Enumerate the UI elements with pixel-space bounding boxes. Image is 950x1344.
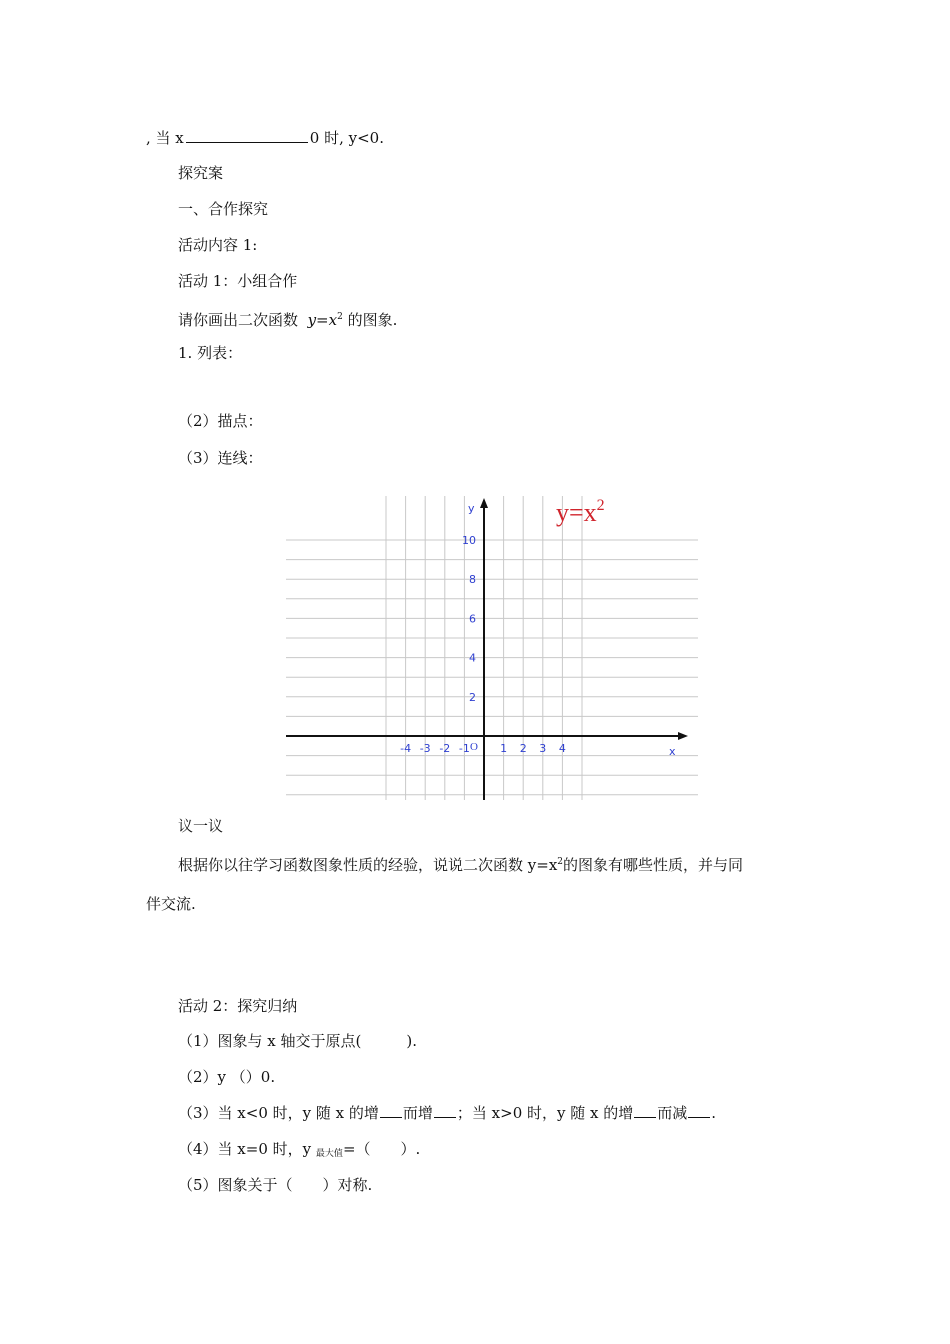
y-tick-label: 10 (462, 534, 476, 547)
q3-part-e: . (711, 1104, 717, 1122)
intro-line (146, 128, 384, 148)
grid (286, 496, 698, 800)
question-2: （2）y （）0. (178, 1068, 276, 1086)
graph-paper-chart (284, 494, 704, 806)
answer-blank (688, 1103, 710, 1118)
y-axis-label: y (468, 502, 475, 515)
y-axis-arrow (480, 498, 488, 508)
q4-subscript: 最大值 (315, 1149, 343, 1159)
origin-label: O (470, 741, 478, 753)
q4-part-b: =（ ）. (342, 1140, 421, 1158)
q3-part-b: 而增 (402, 1104, 433, 1122)
task-formula: y=x (307, 311, 338, 329)
discuss-text-b: 的图象有哪些性质，并与同 (563, 856, 744, 874)
axes (286, 498, 688, 800)
discuss-exponent: 2 (557, 857, 564, 867)
question-3 (178, 1103, 716, 1123)
intro-suffix: 0 时, y<0. (309, 129, 384, 147)
x-tick-label: -3 (419, 742, 431, 755)
question-4 (178, 1139, 420, 1164)
activity2-title: 活动 2：探究归纳 (178, 997, 298, 1015)
x-tick-label: 2 (519, 742, 527, 755)
x-tick-label: -2 (439, 742, 451, 755)
task-line (178, 307, 397, 330)
q3-part-a: （3）当 x<0 时，y 随 x 的增 (178, 1104, 379, 1122)
step3: （3）连线： (178, 449, 263, 467)
section-title: 探究案 (178, 164, 224, 182)
x-tick-label: 1 (500, 742, 508, 755)
x-tick-label: 4 (558, 742, 566, 755)
intro-prefix: , 当 x (146, 129, 184, 147)
task-suffix: 的图象. (347, 311, 398, 329)
discuss-title: 议一议 (178, 817, 224, 835)
task-exponent: 2 (337, 312, 343, 322)
chart-title: $y=x^2$ (556, 497, 605, 527)
y-tick-label: 4 (469, 651, 476, 665)
activity1-title: 活动 1：小组合作 (178, 272, 298, 290)
q3-part-c: ；当 x>0 时，y 随 x 的增 (456, 1104, 634, 1122)
discuss-text-line2: 伴交流. (146, 895, 196, 913)
y-tick-label: 6 (469, 612, 476, 626)
y-tick-label: 8 (469, 573, 476, 587)
discuss-text-a: 根据你以往学习函数图象性质的经验，说说二次函数 y=x (178, 856, 558, 874)
answer-blank (186, 128, 308, 143)
activity-content: 活动内容 1: (178, 236, 258, 254)
part-title: 一、合作探究 (178, 200, 269, 218)
y-tick-label: 2 (469, 690, 476, 704)
q4-part-a: （4）当 x=0 时，y (178, 1140, 312, 1158)
answer-blank (634, 1103, 656, 1118)
x-tick-label: -4 (400, 742, 412, 755)
step2: （2）描点： (178, 412, 263, 430)
task-prefix: 请你画出二次函数 (178, 311, 299, 329)
step1: 1. 列表： (178, 344, 243, 362)
x-axis-label: x (669, 745, 676, 758)
question-5: （5）图象关于（ ）对称. (178, 1176, 373, 1194)
x-tick-label: -1 (458, 742, 470, 755)
q3-part-d: 而减 (657, 1104, 688, 1122)
question-1: （1）图象与 x 轴交于原点( ). (178, 1032, 418, 1050)
answer-blank (380, 1103, 402, 1118)
discuss-text-line1 (178, 852, 743, 875)
x-axis-arrow (678, 732, 688, 740)
answer-blank (434, 1103, 456, 1118)
x-tick-label: 3 (539, 742, 547, 755)
